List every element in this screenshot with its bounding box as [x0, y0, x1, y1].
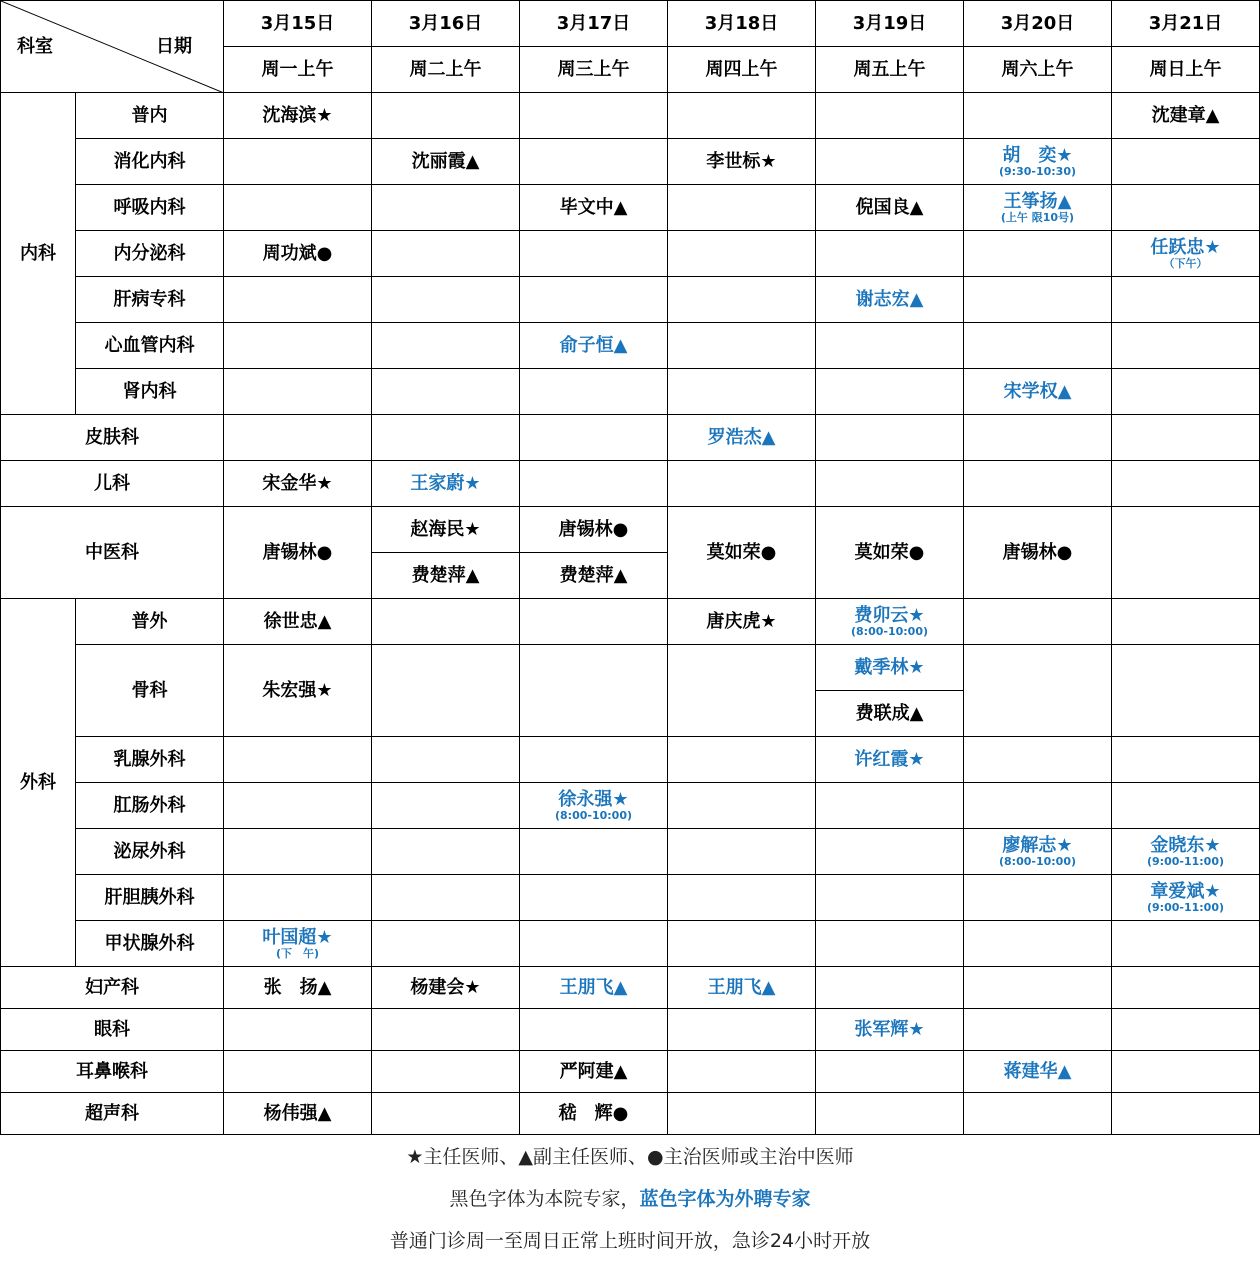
schedule-cell	[1112, 415, 1260, 461]
time-note: (9:00-11:00)	[1147, 854, 1224, 868]
group-label-neike: 内科	[1, 93, 76, 415]
schedule-cell	[224, 277, 372, 323]
schedule-cell	[964, 921, 1112, 967]
schedule-cell	[1112, 921, 1260, 967]
schedule-cell	[1112, 1009, 1260, 1051]
schedule-cell: 毕文中▲	[520, 185, 668, 231]
schedule-cell	[520, 875, 668, 921]
legend-hours: 普通门诊周一至周日正常上班时间开放，急诊24小时开放	[389, 1230, 871, 1252]
schedule-cell	[964, 185, 1112, 231]
schedule-cell: 杨伟强▲	[224, 1093, 372, 1135]
schedule-cell	[816, 599, 964, 645]
dept-label: 肝病专科	[76, 277, 224, 323]
schedule-cell	[668, 921, 816, 967]
dept-label: 泌尿外科	[76, 829, 224, 875]
schedule-cell	[1112, 185, 1260, 231]
doctor-name: 王筝扬▲	[1003, 190, 1072, 212]
schedule-cell	[224, 1051, 372, 1093]
schedule-cell	[372, 599, 520, 645]
schedule-cell	[372, 277, 520, 323]
corner-label-dept: 科室	[17, 36, 53, 57]
schedule-cell	[816, 967, 964, 1009]
schedule-cell	[668, 1093, 816, 1135]
schedule-cell	[816, 1051, 964, 1093]
schedule-cell: 嵇 辉●	[520, 1093, 668, 1135]
schedule-cell	[816, 93, 964, 139]
schedule-cell: 徐世忠▲	[224, 599, 372, 645]
schedule-cell	[224, 369, 372, 415]
schedule-cell	[668, 875, 816, 921]
schedule-cell	[372, 1009, 520, 1051]
doctor-name: 叶国超★	[262, 926, 333, 948]
time-note: (9:30-10:30)	[999, 164, 1076, 178]
schedule-cell	[1112, 737, 1260, 783]
schedule-cell: 蒋建华▲	[964, 1051, 1112, 1093]
schedule-cell	[372, 783, 520, 829]
schedule-cell: 王家蔚★	[372, 461, 520, 507]
schedule-cell	[964, 599, 1112, 645]
schedule-cell	[372, 231, 520, 277]
schedule-cell	[816, 783, 964, 829]
schedule-cell: 谢志宏▲	[816, 277, 964, 323]
time-note: （下午）	[1163, 256, 1208, 270]
schedule-cell	[1112, 875, 1260, 921]
schedule-cell: 莫如荣●	[668, 507, 816, 599]
schedule-cell	[816, 323, 964, 369]
schedule-cell	[372, 829, 520, 875]
schedule-cell: 沈海滨★	[224, 93, 372, 139]
schedule-cell: 罗浩杰▲	[668, 415, 816, 461]
doctor-name: 金晓东★	[1150, 834, 1221, 856]
schedule-cell	[224, 1009, 372, 1051]
legend-blue-text: 蓝色字体为外聘专家	[639, 1188, 811, 1210]
schedule-cell	[520, 139, 668, 185]
schedule-cell	[1112, 369, 1260, 415]
doctor-name: 廖解志★	[1002, 834, 1073, 856]
dept-label: 中医科	[1, 507, 224, 599]
schedule-cell	[372, 93, 520, 139]
time-note: (上午 限10号)	[1000, 210, 1075, 224]
schedule-cell	[964, 875, 1112, 921]
header-corner	[1, 1, 224, 93]
schedule-cell	[668, 737, 816, 783]
schedule-cell: 费楚萍▲	[520, 553, 668, 599]
schedule-cell: 朱宏强★	[224, 645, 372, 737]
schedule-cell	[964, 737, 1112, 783]
schedule-cell	[1112, 645, 1260, 737]
dept-label: 普外	[76, 599, 224, 645]
schedule-cell: 王朋飞▲	[520, 967, 668, 1009]
schedule-cell	[372, 645, 520, 737]
date-cell: 3月15日	[224, 1, 372, 47]
schedule-cell	[668, 231, 816, 277]
schedule-cell	[668, 1009, 816, 1051]
schedule-cell	[520, 369, 668, 415]
schedule-cell: 唐锡林●	[520, 507, 668, 553]
schedule-cell	[224, 737, 372, 783]
schedule-cell: 宋学权▲	[964, 369, 1112, 415]
schedule-cell: 唐锡林●	[964, 507, 1112, 599]
schedule-cell	[1112, 829, 1260, 875]
schedule-cell	[520, 921, 668, 967]
date-cell: 3月18日	[668, 1, 816, 47]
schedule-cell	[816, 231, 964, 277]
schedule-cell	[816, 875, 964, 921]
schedule-cell	[372, 369, 520, 415]
schedule-cell: 张军辉★	[816, 1009, 964, 1051]
doctor-name: 任跃忠★	[1150, 236, 1221, 258]
schedule-cell	[668, 323, 816, 369]
weekday-cell: 周四上午	[668, 47, 816, 93]
dept-label: 肝胆胰外科	[76, 875, 224, 921]
date-cell: 3月16日	[372, 1, 520, 47]
schedule-cell: 赵海民★	[372, 507, 520, 553]
schedule-cell: 王朋飞▲	[668, 967, 816, 1009]
schedule-cell	[1112, 967, 1260, 1009]
dept-label: 内分泌科	[76, 231, 224, 277]
corner-label-date: 日期	[156, 36, 192, 57]
schedule-cell: 莫如荣●	[816, 507, 964, 599]
schedule-cell: 许红霞★	[816, 737, 964, 783]
weekday-cell: 周六上午	[964, 47, 1112, 93]
schedule-cell	[224, 921, 372, 967]
schedule-cell: 沈丽霞▲	[372, 139, 520, 185]
schedule-cell: 严阿建▲	[520, 1051, 668, 1093]
schedule-cell	[964, 93, 1112, 139]
legend-colors	[0, 1178, 1260, 1220]
schedule-cell	[520, 415, 668, 461]
schedule-cell	[1112, 1093, 1260, 1135]
schedule-cell	[668, 369, 816, 415]
schedule-cell	[1112, 277, 1260, 323]
schedule-cell	[964, 461, 1112, 507]
schedule-cell	[1112, 599, 1260, 645]
date-cell: 3月17日	[520, 1, 668, 47]
weekday-cell: 周五上午	[816, 47, 964, 93]
schedule-cell	[224, 415, 372, 461]
schedule-cell	[964, 1093, 1112, 1135]
schedule-cell	[964, 415, 1112, 461]
schedule-cell	[520, 737, 668, 783]
schedule-cell	[372, 415, 520, 461]
schedule-cell	[668, 783, 816, 829]
legend-black-text: 黑色字体为本院专家，	[449, 1188, 640, 1210]
schedule-cell	[520, 461, 668, 507]
schedule-cell	[520, 599, 668, 645]
group-label-waike: 外科	[1, 599, 76, 967]
dept-label: 呼吸内科	[76, 185, 224, 231]
schedule-cell	[520, 277, 668, 323]
dept-label: 骨科	[76, 645, 224, 737]
time-note: (9:00-11:00)	[1147, 900, 1224, 914]
weekday-cell: 周一上午	[224, 47, 372, 93]
schedule-cell: 费楚萍▲	[372, 553, 520, 599]
schedule-cell	[224, 829, 372, 875]
schedule-cell	[520, 645, 668, 737]
schedule-cell	[224, 875, 372, 921]
time-note: (8:00-10:00)	[851, 624, 928, 638]
schedule-cell	[1112, 783, 1260, 829]
schedule-cell	[520, 783, 668, 829]
schedule-cell	[668, 277, 816, 323]
doctor-name: 章爱斌★	[1150, 880, 1221, 902]
schedule-cell	[372, 737, 520, 783]
doctor-name: 费卯云★	[854, 604, 925, 626]
schedule-cell	[1112, 323, 1260, 369]
date-cell: 3月20日	[964, 1, 1112, 47]
schedule-cell	[224, 185, 372, 231]
doctor-name: 徐永强★	[558, 788, 629, 810]
schedule-cell	[668, 93, 816, 139]
schedule-cell	[1112, 139, 1260, 185]
weekday-cell: 周三上午	[520, 47, 668, 93]
schedule-cell	[964, 231, 1112, 277]
schedule-cell	[372, 323, 520, 369]
schedule-cell: 杨建会★	[372, 967, 520, 1009]
schedule-cell: 唐庆虎★	[668, 599, 816, 645]
schedule-cell	[816, 369, 964, 415]
schedule-cell	[816, 461, 964, 507]
schedule-cell	[964, 645, 1112, 737]
doctor-name: 胡 奕★	[1002, 144, 1073, 166]
schedule-cell	[964, 783, 1112, 829]
schedule-cell: 戴季林★	[816, 645, 964, 691]
dept-label: 皮肤科	[1, 415, 224, 461]
schedule-cell	[816, 921, 964, 967]
schedule-cell	[816, 829, 964, 875]
schedule-cell	[816, 1093, 964, 1135]
schedule-cell	[668, 1051, 816, 1093]
time-note: (8:00-10:00)	[999, 854, 1076, 868]
schedule-cell: 倪国良▲	[816, 185, 964, 231]
schedule-cell	[1112, 507, 1260, 599]
schedule-cell: 费联成▲	[816, 691, 964, 737]
schedule-cell	[668, 461, 816, 507]
dept-label: 甲状腺外科	[76, 921, 224, 967]
schedule-cell	[372, 921, 520, 967]
dept-label: 肛肠外科	[76, 783, 224, 829]
schedule-cell	[816, 415, 964, 461]
schedule-cell	[520, 1009, 668, 1051]
schedule-cell	[224, 323, 372, 369]
schedule-cell	[668, 829, 816, 875]
schedule-cell	[964, 829, 1112, 875]
schedule-cell	[816, 139, 964, 185]
schedule-cell	[1112, 231, 1260, 277]
schedule-cell	[964, 277, 1112, 323]
schedule-cell	[964, 139, 1112, 185]
time-note: (8:00-10:00)	[555, 808, 632, 822]
date-cell: 3月19日	[816, 1, 964, 47]
schedule-cell: 俞子恒▲	[520, 323, 668, 369]
schedule-cell	[372, 1051, 520, 1093]
schedule-cell: 李世标★	[668, 139, 816, 185]
schedule-cell	[520, 93, 668, 139]
schedule-cell	[964, 967, 1112, 1009]
legend	[0, 1136, 1260, 1262]
dept-label: 耳鼻喉科	[1, 1051, 224, 1093]
weekday-cell: 周二上午	[372, 47, 520, 93]
schedule-cell	[372, 875, 520, 921]
dept-label: 心血管内科	[76, 323, 224, 369]
schedule-cell	[668, 645, 816, 737]
dept-label: 肾内科	[76, 369, 224, 415]
schedule-cell	[1112, 461, 1260, 507]
legend-symbols: ★主任医师、▲副主任医师、●主治医师或主治中医师	[406, 1146, 854, 1168]
dept-label: 消化内科	[76, 139, 224, 185]
dept-label: 乳腺外科	[76, 737, 224, 783]
schedule-cell	[964, 323, 1112, 369]
dept-label: 儿科	[1, 461, 224, 507]
schedule-cell: 宋金华★	[224, 461, 372, 507]
schedule-cell	[224, 139, 372, 185]
schedule-cell	[1112, 1051, 1260, 1093]
dept-label: 普内	[76, 93, 224, 139]
schedule-cell	[520, 231, 668, 277]
schedule-cell	[520, 829, 668, 875]
schedule-cell	[224, 783, 372, 829]
dept-label: 眼科	[1, 1009, 224, 1051]
weekday-cell: 周日上午	[1112, 47, 1260, 93]
schedule-cell	[668, 185, 816, 231]
schedule-cell: 周功斌●	[224, 231, 372, 277]
time-note: (下 午)	[275, 946, 320, 960]
schedule-cell: 张 扬▲	[224, 967, 372, 1009]
schedule-cell	[964, 1009, 1112, 1051]
schedule-cell	[372, 1093, 520, 1135]
date-cell: 3月21日	[1112, 1, 1260, 47]
schedule-cell: 沈建章▲	[1112, 93, 1260, 139]
schedule-cell	[372, 185, 520, 231]
dept-label: 妇产科	[1, 967, 224, 1009]
schedule-cell: 唐锡林●	[224, 507, 372, 599]
dept-label: 超声科	[1, 1093, 224, 1135]
